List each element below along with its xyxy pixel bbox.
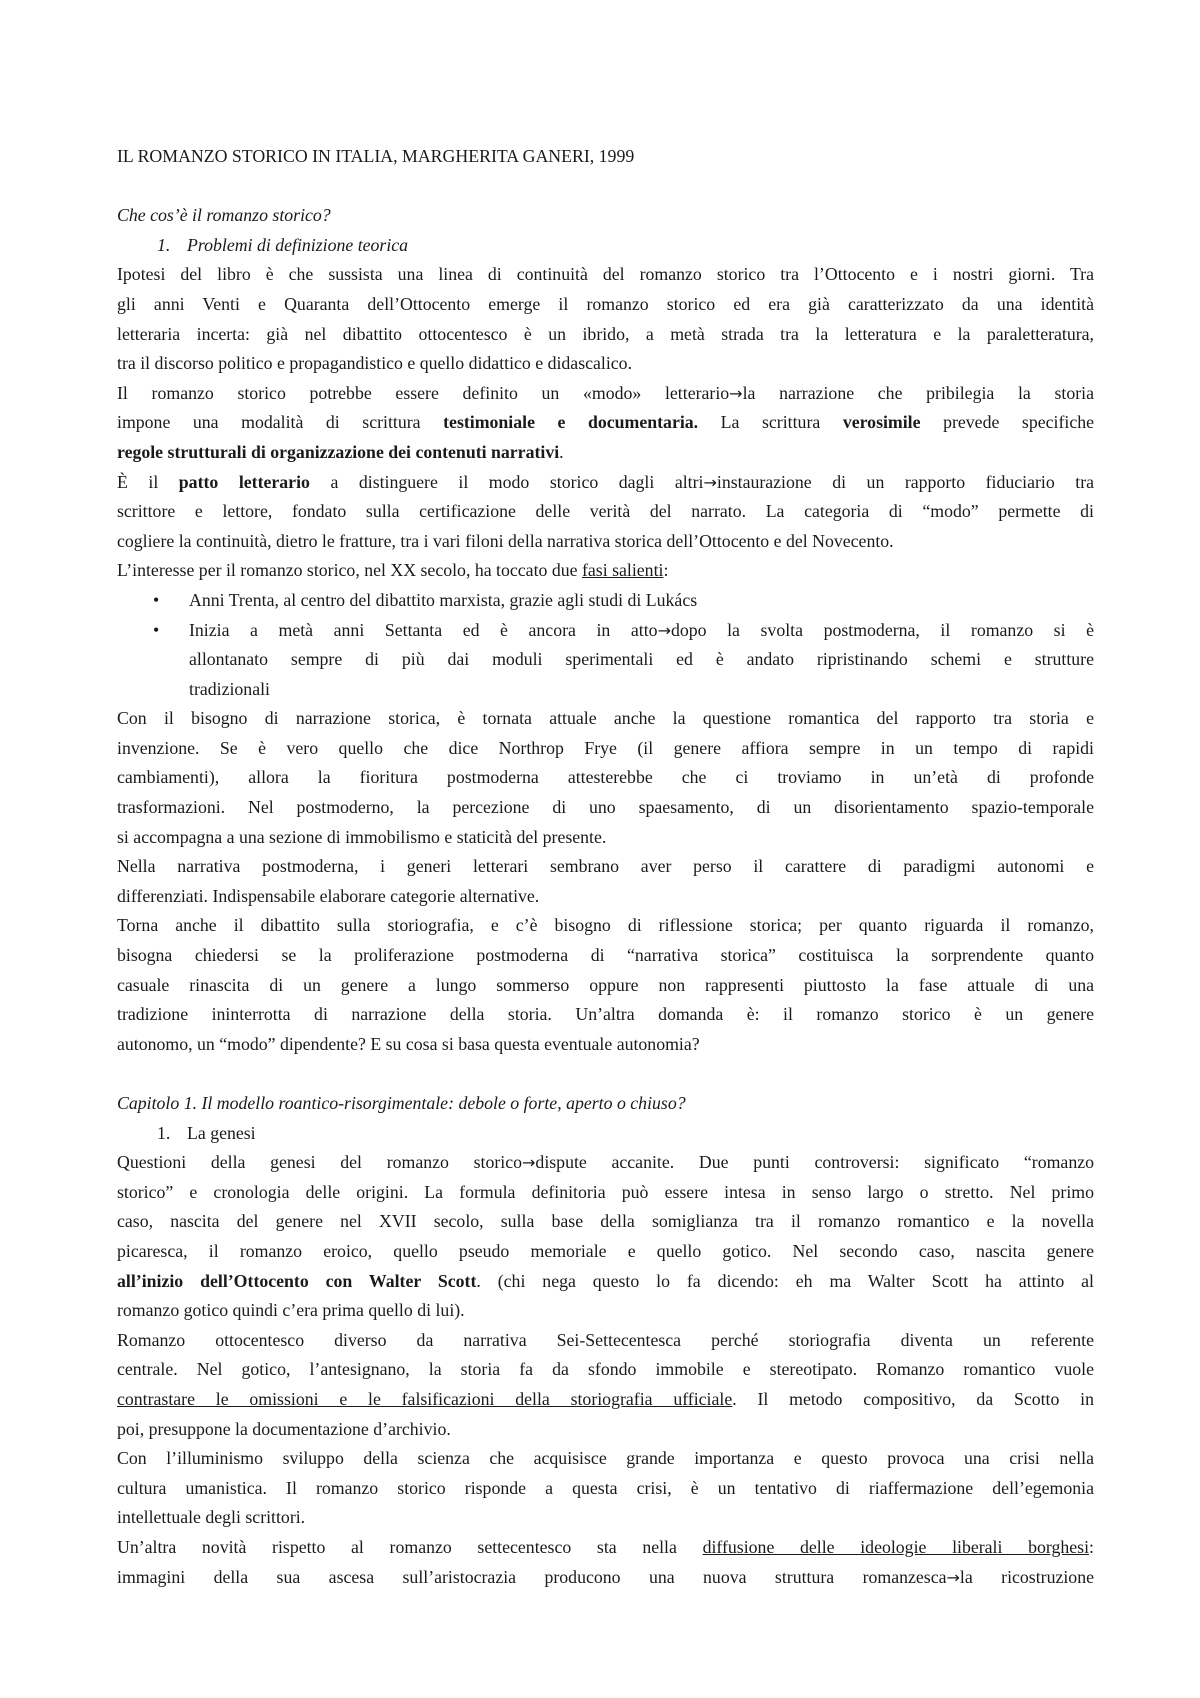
text-span: dispute accanite. Due punti controversi: significato “romanzo: [535, 1152, 1094, 1173]
text-line: picaresca, il romanzo eroico, quello pseudo memoriale e quello gotico. Nel secondo caso, nascita genere: [117, 1240, 1094, 1261]
text-line: [117, 468, 1094, 498]
underlined-text: fasi salienti: [581, 560, 664, 581]
text-line: Con l’illuminismo sviluppo della scienza che acquisisce grande importanza e questo provoca una crisi nella: [117, 1448, 1094, 1469]
text-span: È il: [117, 471, 179, 492]
text-line: poi, presuppone la documentazione d’archivio.: [117, 1418, 451, 1439]
bold-text: verosimile: [842, 412, 921, 433]
text-line: [117, 379, 1094, 409]
text-span: Inizia a metà anni Settanta ed è ancora in atto: [189, 619, 658, 640]
section-number: 1.: [157, 234, 171, 255]
bullet-icon: •: [153, 619, 160, 640]
text-line: autonomo, un “modo” dipendente? E su cosa si basa questa eventuale autonomia?: [117, 1033, 700, 1054]
text-line: [117, 1267, 1094, 1297]
text-line: Romanzo ottocentesco diverso da narrativa Sei-Settecentesca perché storiografia diventa un referente: [117, 1329, 1094, 1350]
text-line: centrale. Nel gotico, l’antesignano, la storia fa da sfondo immobile e stereotipato. Romanzo romantico vuole: [117, 1359, 1094, 1380]
bold-text: regole strutturali di organizzazione dei contenuti narrativi: [117, 441, 560, 462]
bold-text: patto letterario: [178, 471, 310, 492]
text-line: gli anni Venti e Quaranta dell’Ottocento emerge il romanzo storico ed era già caratterizzato da una identità: [117, 293, 1094, 314]
text-line: intellettuale degli scrittori.: [117, 1507, 306, 1528]
bold-text: testimoniale e documentaria.: [443, 412, 699, 433]
arrow-icon: →: [729, 383, 743, 403]
text-line: bisogna chiedersi se la proliferazione postmoderna di “narrativa storica” costituisca la sorprendente quanto: [117, 945, 1094, 966]
text-span: La scrittura: [698, 412, 843, 433]
text-span: L’interesse per il romanzo storico, nel XX secolo, ha toccato due: [117, 560, 582, 581]
text-span: impone una modalità di scrittura: [117, 412, 444, 433]
text-line: cogliere la continuità, dietro le fratture, tra i vari filoni della narrativa storica dell’Ottocento e del Novecento.: [117, 530, 894, 551]
arrow-icon: →: [946, 1567, 960, 1587]
text-line: si accompagna a una sezione di immobilismo e staticità del presente.: [117, 826, 607, 847]
text-span: Questioni della genesi del romanzo storico: [117, 1152, 523, 1173]
document-body: [117, 142, 1094, 1592]
section-heading-1: [117, 231, 1094, 261]
text-line: differenziati. Indispensabile elaborare categorie alternative.: [117, 885, 540, 906]
text-span: la ricostruzione: [959, 1566, 1094, 1587]
text-line: scrittore e lettore, fondato sulla certificazione delle verità del narrato. La categoria di “modo” permette di: [117, 501, 1094, 522]
section-label: La genesi: [187, 1122, 256, 1143]
text-line: [117, 1148, 1094, 1178]
text-line: Nella narrativa postmoderna, i generi letterari sembrano aver perso il carattere di paradigmi autonomi e: [117, 856, 1094, 877]
text-line: cultura umanistica. Il romanzo storico risponde a questa crisi, è un tentativo di riaffermazione dell’egemonia: [117, 1477, 1094, 1498]
text-span: :: [1089, 1536, 1094, 1557]
text-line: [117, 408, 1094, 438]
text-span: . Il metodo compositivo, da Scotto in: [732, 1388, 1095, 1409]
text-line: [117, 1563, 1094, 1593]
text-line: invenzione. Se è vero quello che dice Northrop Frye (il genere affiora sempre in un tempo di rapidi: [117, 737, 1094, 758]
bullet-continuation: tradizionali: [189, 678, 270, 699]
text-line: Con il bisogno di narrazione storica, è tornata attuale anche la questione romantica del rapporto tra storia e: [117, 708, 1094, 729]
text-span: immagini della sua ascesa sull’aristocrazia producono una nuova struttura romanzesca: [117, 1566, 947, 1587]
text-span: Un’altra novità rispetto al romanzo settecentesco sta nella: [117, 1536, 703, 1557]
arrow-icon: →: [657, 620, 671, 640]
text-line: [117, 556, 1094, 586]
text-span: instaurazione di un rapporto fiduciario tra: [716, 471, 1095, 492]
text-line: trasformazioni. Nel postmoderno, la percezione di uno spaesamento, di un disorientamento spazio-temporale: [117, 797, 1094, 818]
bullet-item: [117, 616, 1094, 646]
text-line: tradizione ininterrotta di narrazione della storia. Un’altra domanda è: il romanzo storico è un genere: [117, 1004, 1094, 1025]
underlined-text: contrastare le omissioni e le falsificazioni della storiografia ufficiale: [117, 1388, 733, 1409]
text-span: Il romanzo storico potrebbe essere definito un «modo» letterario: [117, 382, 730, 403]
section-label: Problemi di definizione teorica: [187, 234, 409, 255]
text-line: tra il discorso politico e propagandistico e quello didattico e didascalico.: [117, 353, 633, 374]
document-title: IL ROMANZO STORICO IN ITALIA, MARGHERITA GANERI, 1999: [117, 146, 635, 166]
section-heading-2: [117, 1119, 1094, 1149]
text-line: Ipotesi del libro è che sussista una linea di continuità del romanzo storico tra l’Ottocento e i nostri giorni. Tra: [117, 264, 1094, 285]
spacer: [117, 172, 1094, 202]
text-span: prevede specifiche: [920, 412, 1094, 433]
text-span: .: [559, 441, 564, 462]
underlined-text: diffusione delle ideologie liberali borghesi: [702, 1536, 1090, 1557]
spacer: [117, 1059, 1094, 1089]
text-span: la narrazione che pribilegia la storia: [742, 382, 1095, 403]
text-line: [117, 1533, 1094, 1563]
text-line: caso, nascita del genere nel XVII secolo, sulla base della somiglianza tra il romanzo romantico e la novella: [117, 1211, 1094, 1232]
bullet-item: [117, 586, 1094, 616]
text-line: storico” e cronologia delle origini. La formula definitoria può essere intesa in senso largo o stretto. Nel primo: [117, 1181, 1094, 1202]
bullet-icon: •: [153, 589, 160, 610]
text-line: letteraria incerta: già nel dibattito ottocentesco è un ibrido, a metà strada tra la letteratura e la paraletteratura,: [117, 323, 1094, 344]
text-span: a distinguere il modo storico dagli altri: [309, 471, 704, 492]
arrow-icon: →: [703, 472, 717, 492]
text-span: :: [663, 560, 669, 581]
section-number: 1.: [157, 1122, 171, 1143]
text-line: [117, 1385, 1094, 1415]
text-line: cambiamenti), allora la fioritura postmoderna attesterebbe che ci troviamo in un’età di profonde: [117, 767, 1094, 788]
bullet-text: Anni Trenta, al centro del dibattito marxista, grazie agli studi di Lukács: [189, 589, 698, 610]
text-line: [117, 438, 1094, 468]
text-line: Torna anche il dibattito sulla storiografia, e c’è bisogno di riflessione storica; per quanto riguarda il romanzo,: [117, 915, 1094, 936]
bold-text: all’inizio dell’Ottocento con Walter Scott: [117, 1270, 477, 1291]
text-line: romanzo gotico quindi c’era prima quello di lui).: [117, 1300, 465, 1321]
text-line: casuale rinascita di un genere a lungo sommerso oppure non rappresenti piuttosto la fase attuale di una: [117, 974, 1094, 995]
text-span: . (chi nega questo lo fa dicendo: eh ma Walter Scott ha attinto al: [476, 1270, 1094, 1291]
question-heading: Che cos’è il romanzo storico?: [117, 205, 331, 226]
bullet-continuation: allontanato sempre di più dai moduli sperimentali ed è andato ripristinando schemi e strutture: [189, 649, 1094, 670]
chapter-heading: Capitolo 1. Il modello roantico-risorgimentale: debole o forte, aperto o chiuso?: [117, 1093, 686, 1113]
text-span: dopo la svolta postmoderna, il romanzo si è: [670, 619, 1095, 640]
arrow-icon: →: [522, 1153, 536, 1173]
